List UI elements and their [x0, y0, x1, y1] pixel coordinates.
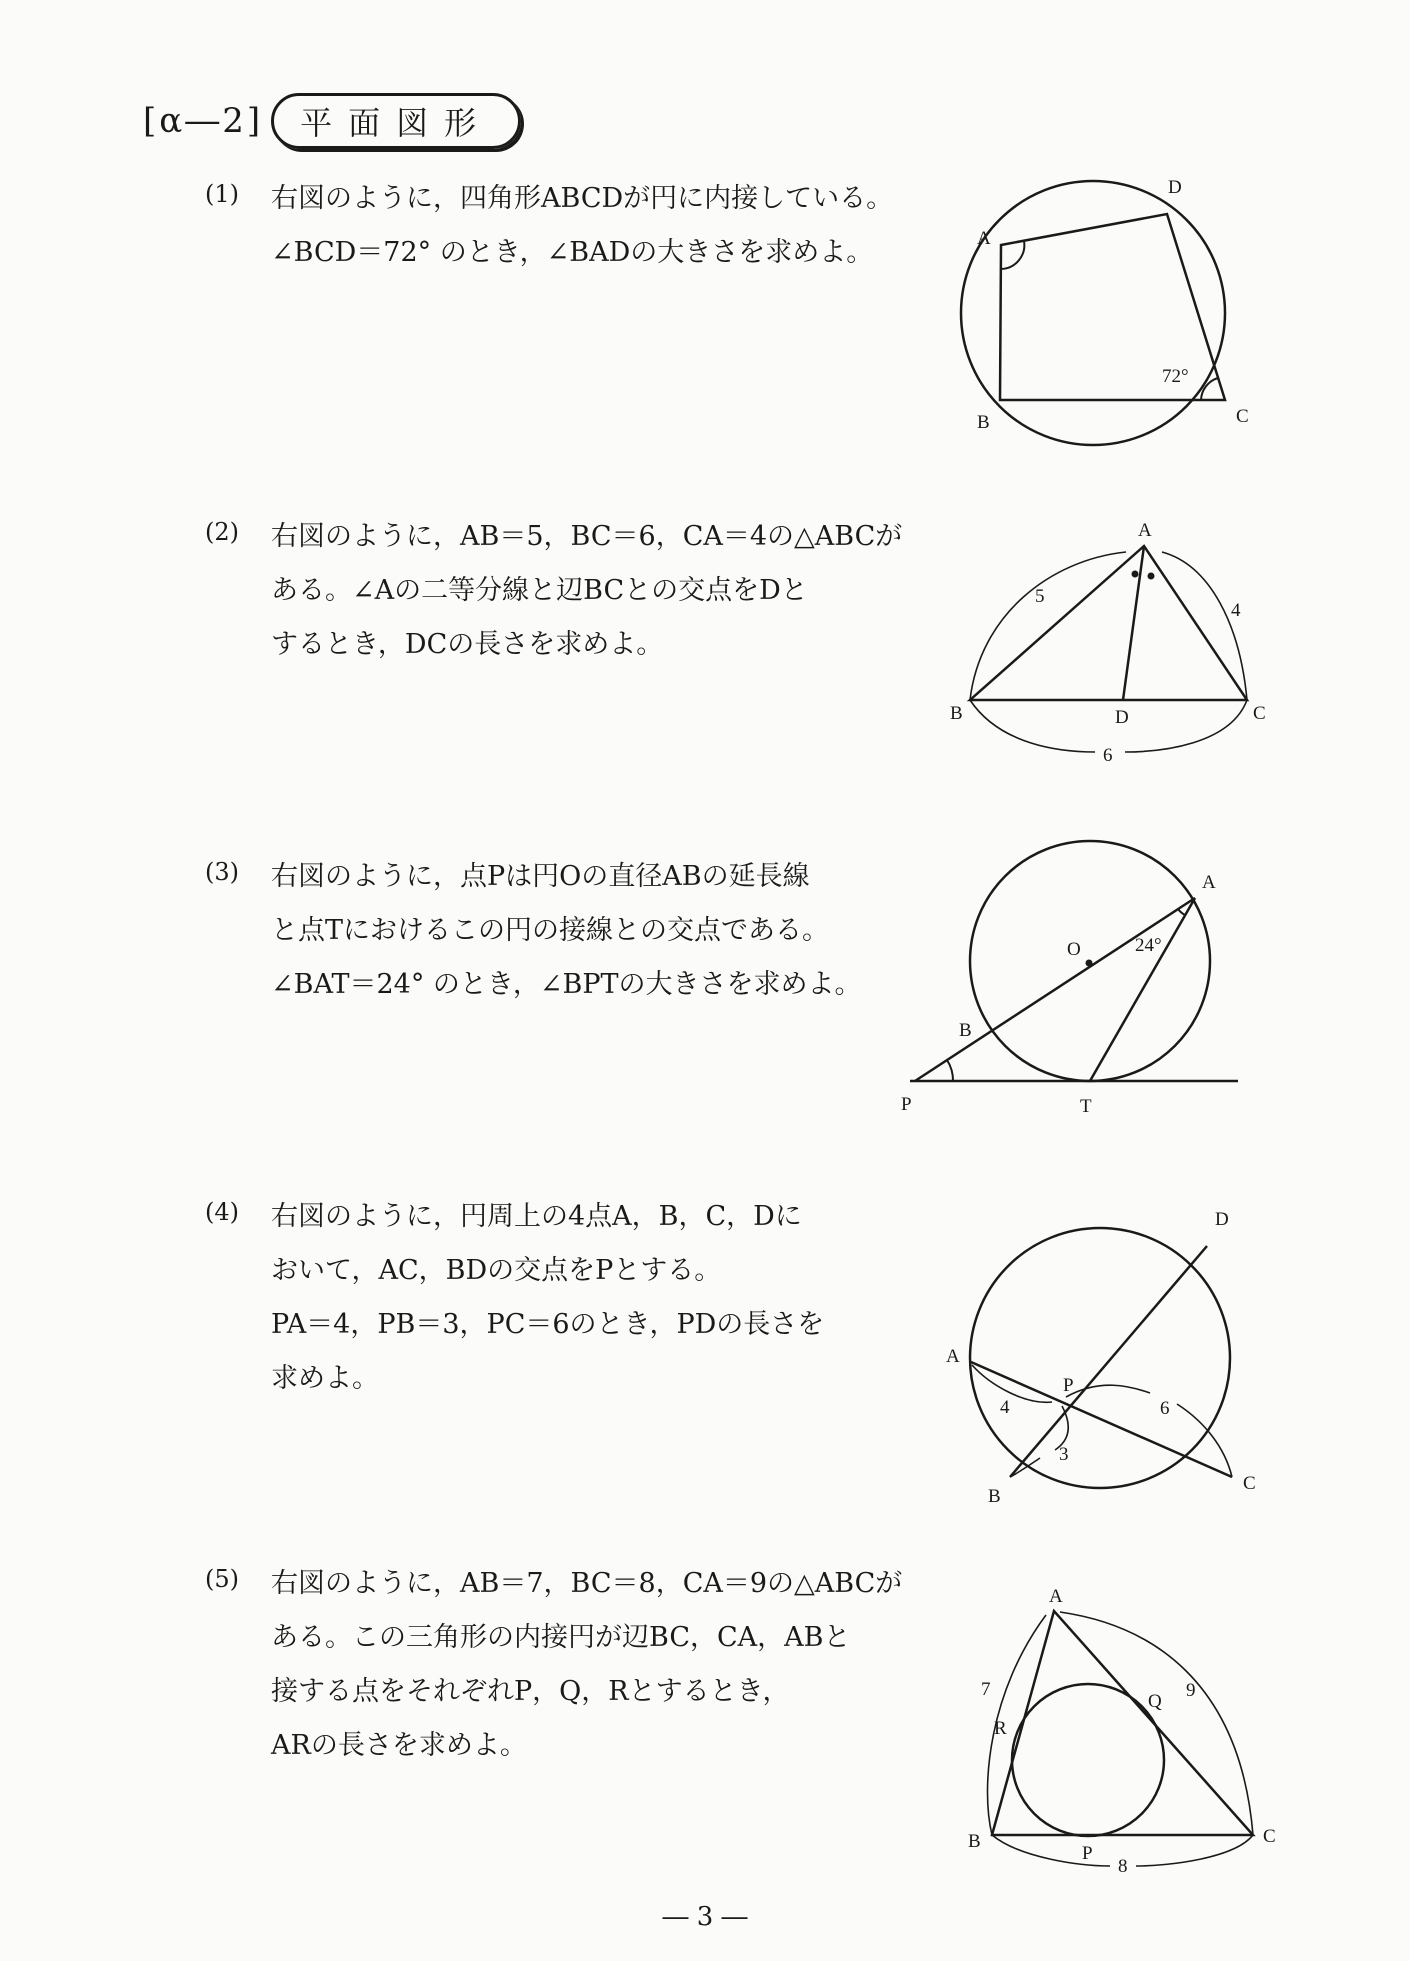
page-number: ― 3 ―	[662, 1902, 748, 1932]
length-label-bc: 6	[1103, 745, 1113, 766]
text-line: するとき，DCの長さを求めよ。	[271, 629, 664, 660]
angle-mark-dot	[1132, 571, 1139, 578]
label-b: B	[968, 1831, 981, 1852]
label-c: C	[1253, 703, 1266, 724]
text-line: 接する点をそれぞれP，Q，Rとするとき，	[271, 1676, 790, 1707]
angle-arc-c	[1201, 378, 1218, 400]
length-arc-ca	[1162, 552, 1247, 700]
circle	[970, 1228, 1230, 1488]
figure-2	[940, 515, 1290, 775]
angle-arc-a	[1178, 909, 1185, 915]
text-line: ∠BCD＝72° のとき，∠BADの大きさを求めよ。	[271, 237, 874, 268]
length-label-pb: 3	[1059, 1444, 1069, 1465]
label-t: T	[1080, 1096, 1092, 1117]
text-line: ∠BAT＝24° のとき，∠BPTの大きさを求めよ。	[271, 969, 862, 1000]
length-label-ab: 5	[1035, 586, 1045, 607]
text-line: 求めよ。	[271, 1363, 379, 1394]
label-b: B	[959, 1020, 972, 1041]
text-line: ARの長さを求めよ。	[271, 1730, 527, 1761]
problem-number: (1)	[205, 180, 239, 208]
bisector-ad	[1123, 546, 1144, 700]
text-line: 右図のように，円周上の4点A，B，C，Dに	[271, 1201, 802, 1232]
length-arc-pa	[972, 1365, 1052, 1402]
length-label-ca: 9	[1186, 1680, 1196, 1701]
angle-label: 24°	[1135, 935, 1162, 956]
chord-at	[1090, 898, 1195, 1081]
topic-title: 平面図形	[271, 93, 521, 149]
label-d: D	[1168, 177, 1182, 198]
text-line: ある。∠Aの二等分線と辺BCとの交点をDと	[271, 575, 808, 606]
label-r: R	[994, 1718, 1007, 1739]
triangle-abc	[992, 1611, 1253, 1835]
text-line: ある。この三角形の内接円が辺BC，CA，ABと	[271, 1622, 851, 1653]
problem-number: (2)	[205, 518, 239, 546]
problem-text	[271, 172, 893, 280]
label-b: B	[988, 1486, 1001, 1507]
label-d: D	[1115, 707, 1129, 728]
text-line: 右図のように，点Pは円Oの直径ABの延長線	[271, 861, 810, 892]
problem-text	[271, 850, 862, 1012]
problem-text	[271, 1190, 824, 1406]
label-a: A	[1202, 872, 1216, 893]
text-line: 右図のように，AB＝5，BC＝6，CA＝4の△ABCが	[271, 521, 903, 552]
label-p: P	[1082, 1843, 1093, 1864]
label-c: C	[1243, 1473, 1256, 1494]
chord-ac	[971, 1362, 1232, 1477]
text-line: 右図のように，四角形ABCDが円に内接している。	[271, 183, 894, 214]
length-arc-bc	[1136, 1835, 1253, 1866]
label-q: Q	[1148, 1691, 1162, 1712]
angle-label: 72°	[1162, 366, 1189, 387]
text-line: PA＝4，PB＝3，PC＝6のとき，PDの長さを	[271, 1309, 825, 1340]
length-label-pc: 6	[1160, 1398, 1170, 1419]
problem-text	[271, 510, 902, 672]
label-a: A	[977, 228, 991, 249]
length-label-ca: 4	[1231, 600, 1241, 621]
label-d: D	[1215, 1209, 1229, 1230]
label-a: A	[946, 1346, 960, 1367]
figure-3	[870, 840, 1250, 1120]
label-a: A	[1049, 1586, 1063, 1607]
center-point	[1086, 960, 1093, 967]
label-c: C	[1263, 1826, 1276, 1847]
section-header	[143, 96, 521, 146]
angle-arc-p	[947, 1060, 953, 1081]
label-p: P	[1063, 1375, 1074, 1396]
text-line: 右図のように，AB＝7，BC＝8，CA＝9の△ABCが	[271, 1568, 903, 1599]
label-a: A	[1138, 520, 1152, 541]
text-line: おいて，AC，BDの交点をPとする。	[271, 1255, 722, 1286]
label-b: B	[950, 703, 963, 724]
problem-number: (5)	[205, 1565, 239, 1593]
incircle	[1012, 1684, 1164, 1836]
quadrilateral-abcd	[1000, 214, 1225, 400]
figure-5	[950, 1570, 1290, 1880]
problem-number: (3)	[205, 858, 239, 886]
figure-1	[960, 170, 1290, 470]
problem-text	[271, 1557, 902, 1773]
section-label: [α―2]	[143, 101, 264, 141]
length-label-bc: 8	[1118, 1856, 1128, 1877]
angle-mark-dot	[1148, 573, 1155, 580]
label-p: P	[901, 1094, 912, 1115]
figure-4	[910, 1190, 1280, 1520]
length-arc-bc	[1125, 700, 1247, 752]
problem-number: (4)	[205, 1198, 239, 1226]
length-label-ab: 7	[981, 1679, 991, 1700]
secant-pa	[915, 898, 1195, 1081]
triangle-abc	[970, 546, 1247, 700]
text-line: と点Tにおけるこの円の接線との交点である。	[271, 915, 830, 946]
length-arc-bc	[970, 700, 1095, 752]
label-b: B	[977, 412, 990, 433]
label-c: C	[1236, 406, 1249, 427]
chord-bd	[1010, 1246, 1207, 1477]
length-label-pa: 4	[1000, 1397, 1010, 1418]
label-o: O	[1067, 939, 1081, 960]
